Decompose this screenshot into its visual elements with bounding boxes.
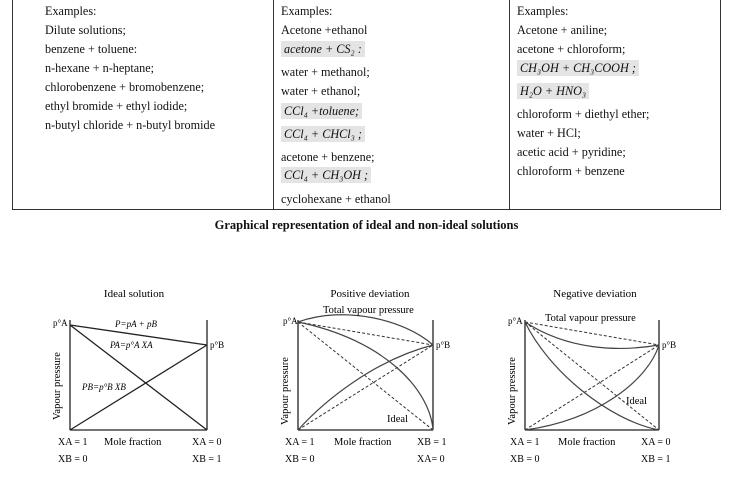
pb-label: p°B (662, 340, 677, 350)
example-item: ethyl bromide + ethyl iodide; (45, 99, 188, 113)
y-axis-label: Vapour pressure (52, 352, 63, 420)
right-top-fraction: XB = 1 (417, 437, 447, 448)
example-item: water + HCl; (517, 126, 581, 140)
column-header: Examples: (281, 4, 333, 18)
example-item: CCl₄ +toluene; (281, 104, 362, 119)
positive-examples-column (273, 0, 510, 209)
example-item: H₂O + HNO₃ (517, 84, 589, 99)
left-top-fraction: XA = 1 (285, 437, 315, 448)
positive-deviation-graph (245, 280, 490, 475)
pa-line-label: PA=p°A XA (110, 340, 153, 350)
y-axis-label: Vapour pressure (507, 357, 518, 425)
example-item: water + ethanol; (281, 84, 361, 98)
example-item: acetone + benzene; (281, 150, 375, 164)
x-axis-label: Mole fraction (558, 437, 616, 448)
pb-label: p°B (210, 340, 225, 350)
total-label: Total vapour pressure (323, 305, 414, 316)
example-item: chloroform + benzene (517, 164, 625, 178)
example-item: CH₃OH + CH₃COOH ; (517, 61, 639, 76)
right-bottom-fraction: XB = 1 (641, 454, 671, 465)
left-bottom-fraction: XB = 0 (58, 454, 88, 465)
pa-label: p°A (283, 316, 298, 326)
graph-title: Positive deviation (330, 288, 410, 300)
negative-examples-column (509, 0, 722, 209)
ideal-label: Ideal (387, 414, 408, 425)
pa-label: p°A (53, 318, 68, 328)
example-item: CCl₄ + CH₃OH ; (281, 168, 371, 183)
example-item: chloroform + diethyl ether; (517, 107, 650, 121)
ideal-total-line (298, 322, 433, 345)
right-top-fraction: XA = 0 (641, 437, 671, 448)
example-item: water + methanol; (281, 65, 370, 79)
graph-title: Ideal solution (103, 288, 165, 300)
example-item: Dilute solutions; (45, 23, 126, 37)
ideal-examples-column (13, 0, 273, 209)
total-pressure-curve (525, 322, 659, 348)
pb-curve (525, 345, 659, 430)
ideal-solution-graph (0, 280, 245, 475)
example-item: chlorobenzene + bromobenzene; (45, 80, 205, 94)
example-item: Acetone +ethanol (281, 23, 368, 37)
example-item: benzene + toluene: (45, 42, 138, 56)
left-bottom-fraction: XB = 0 (510, 454, 540, 465)
right-bottom-fraction: XA= 0 (417, 454, 445, 465)
ideal-pa-line (525, 322, 659, 430)
pb-label: p°B (436, 340, 451, 350)
right-bottom-fraction: XB = 1 (192, 454, 222, 465)
x-axis-label: Mole fraction (334, 437, 392, 448)
example-item: acetone + CS₂ : (281, 42, 365, 57)
example-item: n-butyl chloride + n-butyl bromide (45, 118, 216, 132)
figure-caption: Graphical representation of ideal and non-ideal solutions (214, 218, 519, 232)
negative-deviation-graph (488, 280, 733, 475)
total-pressure-curve (298, 315, 433, 345)
column-header: Examples: (517, 4, 569, 18)
ideal-pa-line (298, 322, 433, 430)
pb-line-label: PB=p°B XB (82, 382, 126, 392)
left-top-fraction: XA = 1 (510, 437, 540, 448)
pa-label: p°A (508, 316, 523, 326)
example-item: CCl₄ + CHCl₃ ; (281, 127, 365, 142)
right-top-fraction: XA = 0 (192, 437, 222, 448)
ideal-pb-line (525, 345, 659, 430)
ideal-label: Ideal (626, 396, 647, 407)
example-item: acetone + chloroform; (517, 42, 626, 56)
example-item: cyclohexane + ethanol (281, 192, 391, 206)
column-header: Examples: (45, 4, 97, 18)
y-axis-label: Vapour pressure (280, 357, 291, 425)
left-top-fraction: XA = 1 (58, 437, 88, 448)
examples-table (12, 0, 721, 210)
left-bottom-fraction: XB = 0 (285, 454, 315, 465)
total-label: P=pA + pB (115, 319, 157, 329)
graph-title: Negative deviation (553, 288, 637, 300)
x-axis-label: Mole fraction (104, 437, 162, 448)
example-item: n-hexane + n-heptane; (45, 61, 155, 75)
example-item: Acetone + aniline; (517, 23, 608, 37)
example-item: acetic acid + pyridine; (517, 145, 626, 159)
ideal-pb-line (298, 345, 433, 430)
total-label: Total vapour pressure (545, 313, 636, 324)
